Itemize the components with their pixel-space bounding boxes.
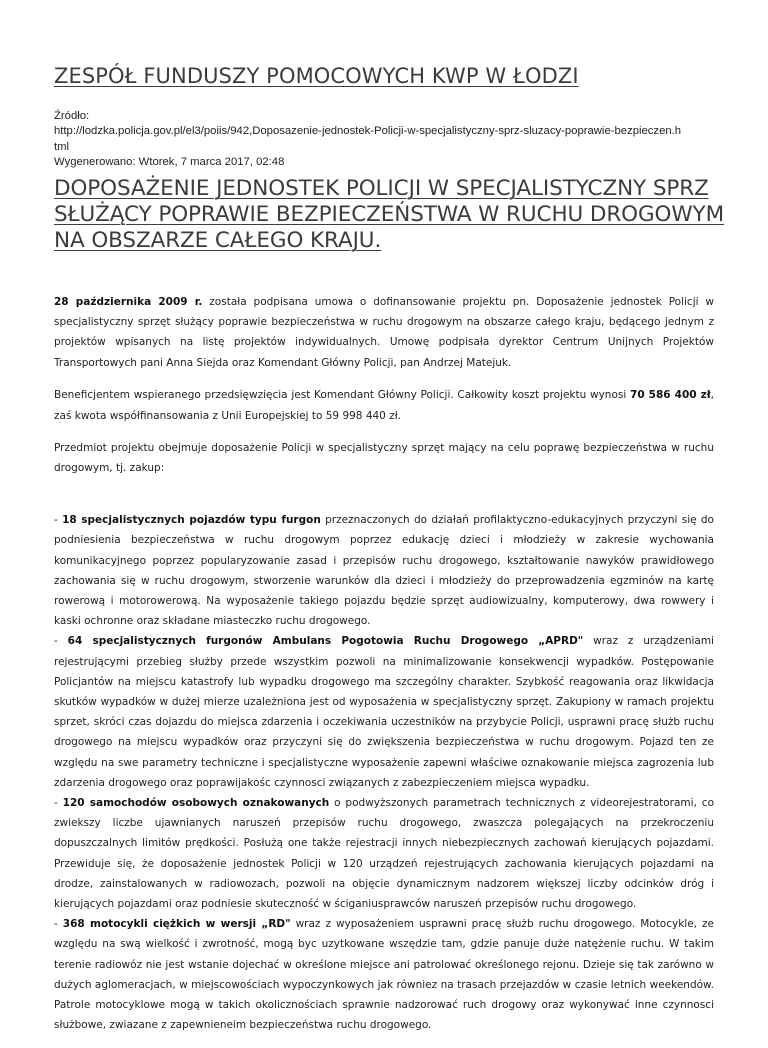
source-label: Źródło: [54,110,90,122]
paragraph-cost [54,385,714,425]
list-dash: - [54,918,63,931]
item-title: 18 specjalistycznych pojazdów typu furgon [62,514,321,527]
site-title[interactable]: ZESPÓŁ FUNDUSZY POMOCOWYCH KWP W ŁODZI [54,64,579,88]
item-title: 368 motocykli ciężkich w wersji „RD" [62,918,291,931]
item-text: przeznaczonych do działań profilaktyczno-edukacyjnych przyczyni się do podniesienia bezpieczeństwa w ruchu drogowym poprzez edukację dzieci i młodzieży w zakresie wychowania komunikacyjnego poprzez popularyzowanie zasad i przepisów ruchu drogowego, kształtowanie nawyków prawidłowego zachowania się w ruchu drogowym, stworzenie warunków dla dzieci i młodzieży do przeprowadzenia egzminów na kartę rowerową i motorowerową. Na wyposażenie takiego pojazdu będzie sprzęt audiowizualny, komputerowy, dwa rowwery i kaski ochronne oraz składane miasteczko ruchu drogowego. [54,514,714,628]
procurement-list [54,510,714,1035]
source-url: http://lodzka.policja.gov.pl/el3/poiis/942,Doposazenie-jednostek-Policji-w-specjalistyczny-sprz-sluzacy-poprawie-bezpieczen.h [54,125,682,138]
item-title: 64 specjalistycznych furgonów Ambulans Pogotowia Ruchu Drogowego „APRD" [67,635,584,648]
signing-date: 28 października 2009 r. [54,296,203,308]
cost-text-b: , zaś kwota współfinansowania z Unii Europejskiej to 59 998 440 zł. [54,389,714,422]
total-cost: 70 586 400 zł [630,389,711,402]
list-dash: - [54,514,63,527]
source-info [54,109,718,171]
item-title: 120 samochodów osobowych oznakowanych [62,796,330,809]
cost-text-a: Beneficjentem wspieranego przedsięwzięcia jest Komendant Główny Policji. Całkowity koszt projektu wynosi [54,389,631,402]
item-text: wraz z wyposażeniem usprawni pracę służb ruchu drogowego. Motocykle, ze względu na swą wielkość i zwrotność, mogą byc uzytkowane wszędzie tam, gdzie panuje duże natężenie ruchu. W takim terenie radiowóz nie jest wstanie dojechać w określone miejsce ani patrolować określonego rejonu. Dzieje się tak zarówno w dużych aglomeracjach, w miejscowościach wypoczynkowych jak równiez na trasach przejazdów w czasie letnich weekendów. Patrole motocyklowe mogą w takich okolicznościach sprawnie nadzorować ruch drogowy oraz wykonywać inne czynnosci służbowe, zwiazane z zapewnieneim bezpieczeństwa ruchu drogowego. [54,918,714,1032]
source-url-continuation: tml [54,140,70,153]
spacer [54,491,714,510]
generated-timestamp: Wygenerowano: Wtorek, 7 marca 2017, 02:48 [54,156,285,169]
list-dash: - [54,635,68,648]
item-text: wraz z urządzeniami rejestrującymi przebieg służby przede wszystkim pozwoli na minimalizowanie konsekwencji wypadków. Postępowanie Policjantów na miejscu katastrofy lub wypadku drogowego ma szczególny charakter. Szybkość reagowania oraz likwidacja skutków wypadków w dużej mierze uzależniona jest od wyposażenia w specjalistyczny sprzęt. Zakupiony w ramach projektu sprzet, skróci czas dojazdu do miejsca zdarzenia i oczekiwania uczestników na przybycie Policji, usprawni pracę służb ruchu drogowego na miejscu wypadków oraz przyczyni się do zwiększenia bezpieczeństwa w ruchu drogowym. Pojazd ten ze względu na swe parametry techniczne i specjalistyczne wyposażenie zapewni właściwe oznakowanie miejsca zagrozenia lub zdarzenia drogowego oraz poprawijakośc czynnosci związanych z zabezpieczeniem miejsca wypadku. [54,635,714,789]
list-dash: - [54,796,63,809]
item-text: o podwyższonych parametrach technicznych z videorejestratorami, co zwiekszy liczbe ujawnianych naruszeń przepisów ruchu drogowego, zwaszcza polegających na przekroczeniu dopuszczalnych limitów prędkości. Posłużą one także rejestracji innych niebezpiecznych zachowań kierujących pojazdami. Przewiduje się, że doposażenie jednostek Policji w 120 urządzeń rejestrujących zachowania kierujących pojazdami na drodze, zainstalowanych w radiowozach, pozwoli na objęcie dynamicznym nadzorem większej liczby odcinków dróg i kierujących pojazdami oraz podniesie skuteczność w ściganiusprawców naruszeń przepisów ruchu drogowego. [54,796,714,910]
article-body [54,292,714,1048]
paragraph-intro [54,292,714,373]
paragraph-scope: Przedmiot projektu obejmuje doposażenie Policji w specjalistyczny sprzęt mający na celu poprawę bezpieczeństwa w ruchu drogowym, tj. zakup: [54,442,714,475]
article-title[interactable]: DOPOSAŻENIE JEDNOSTEK POLICJI W SPECJALISTYCZNY SPRZ SŁUŻĄCY POPRAWIE BEZPIECZEŃSTWA W RUCHU DROGOWYM NA OBSZARZE CAŁEGO KRAJU. [54,176,725,253]
intro-text: została podpisana umowa o dofinansowanie projektu pn. Doposażenie jednostek Policji w specjalistyczny sprzęt służący poprawie bezpieczeństwa w ruchu drogowym na obszarze całego kraju, będącego jednym z projektów wpisanych na listę projektów indywidualnych. Umowę podpisała dyrektor Centrum Unijnych Projektów Transportowych pani Anna Siejda oraz Komendant Główny Policji, pan Andrzej Matejuk. [54,296,714,369]
